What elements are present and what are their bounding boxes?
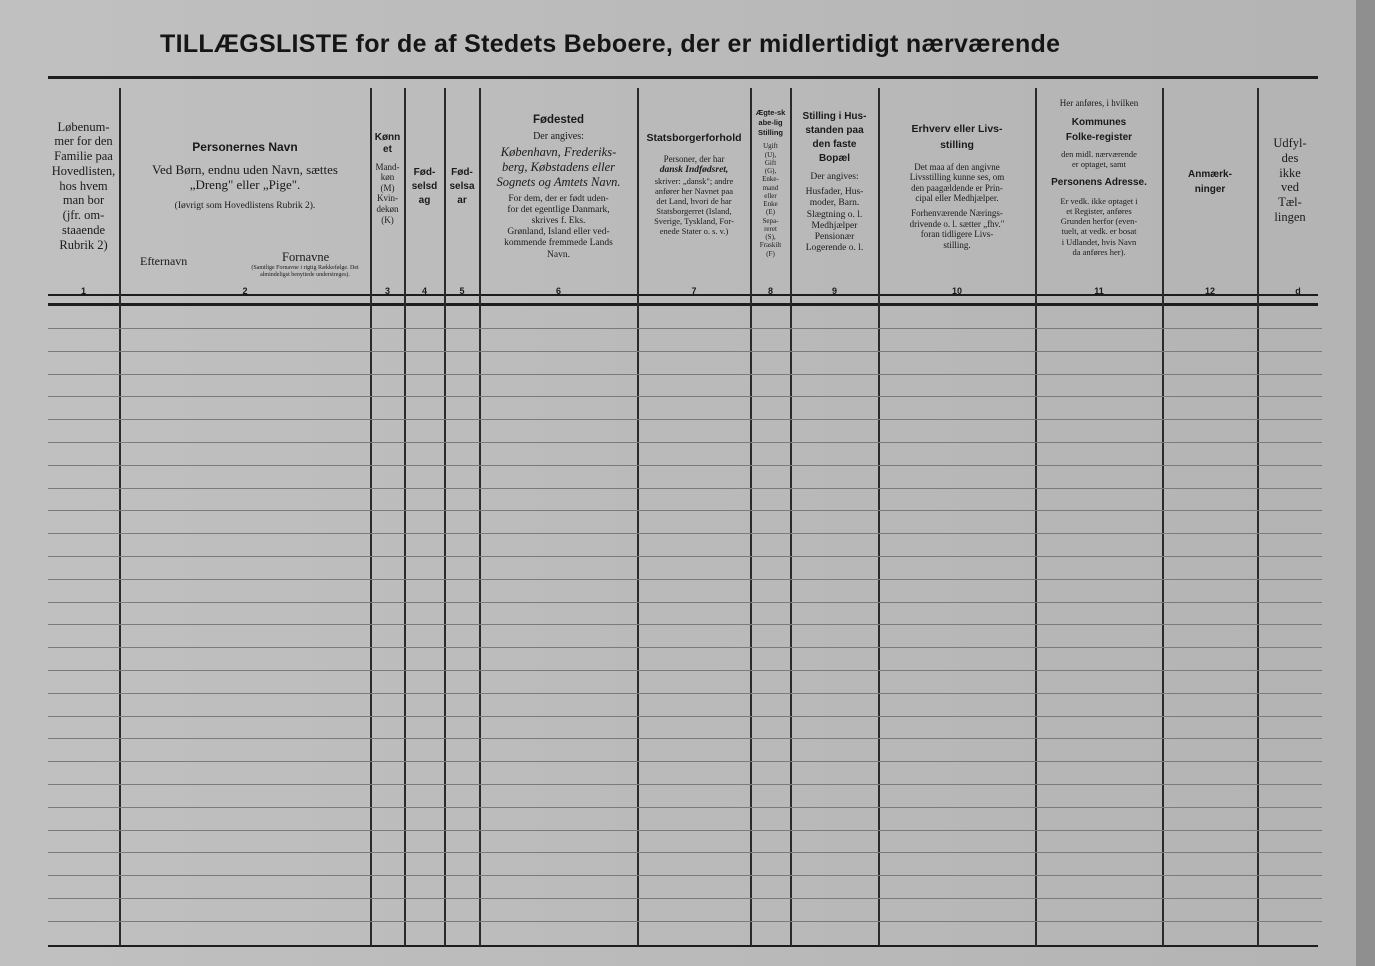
col-1-line: Løbenum-: [57, 119, 110, 134]
col-1-line: staaende: [61, 222, 106, 237]
entry-row-line: [48, 784, 1322, 785]
col-1-line: Rubrik 2): [59, 237, 108, 252]
col-1-line: (jfr. om-: [62, 208, 105, 223]
col-8-heading: Ægte-skabe-lig Stilling: [755, 108, 786, 138]
col-10-heading: Erhverv eller Livs-stilling: [911, 123, 1003, 151]
col-3-line: (K): [381, 214, 394, 225]
entry-row-line: [48, 761, 1322, 762]
col-11-line: den midl. nærværende: [1061, 148, 1137, 159]
col-number: 2: [242, 286, 248, 296]
col-11-intro: Her anføres, i hvilken: [1059, 98, 1139, 108]
col-1-line: mer for den: [54, 134, 113, 149]
scan-edge: [1356, 0, 1375, 966]
col-d-line: ikke: [1279, 165, 1301, 180]
col-11-heading-2: Personens Adresse.: [1051, 176, 1147, 188]
col-number: 10: [951, 286, 962, 296]
col-9-heading: Stilling i Hus-standen paa den faste Bopæl: [802, 111, 867, 164]
col-8-line: mand: [762, 183, 779, 192]
col-6-line: For dem, der er født uden-: [508, 193, 609, 204]
col-d-line: ved: [1280, 180, 1300, 195]
col-9-line: Husfader, Hus-: [805, 187, 864, 198]
col-12-heading: Anmærk-ninger: [1188, 169, 1232, 195]
column-divider: [444, 88, 446, 946]
col-9-line: Slægtning o. l.: [806, 209, 863, 220]
col-1-header: [48, 86, 119, 286]
col-10-line: Det maa af den angivne: [914, 161, 1000, 172]
top-rule: [48, 76, 1318, 79]
col-4-header: [405, 166, 444, 216]
entry-row-line: [48, 693, 1322, 694]
col-4-heading: Fød-selsdag: [411, 167, 438, 206]
entry-row-line: [48, 556, 1322, 557]
col-2-sub-fornavne: Fornavne: [282, 250, 330, 264]
entry-row-line: [48, 921, 1322, 922]
col-9-line: Logerende o. l.: [805, 243, 864, 254]
col-7-header: [638, 132, 750, 262]
col-7-line: Statsborgerret (Island,: [656, 206, 732, 217]
col-1-line: man bor: [62, 193, 105, 208]
col-3-line: Kvin-: [377, 193, 398, 204]
entry-row-line: [48, 647, 1322, 648]
col-7-heading: Statsborgerforhold: [646, 132, 742, 144]
col-8-line: (G),: [764, 167, 777, 176]
entry-row-line: [48, 510, 1322, 511]
col-11-header: [1036, 98, 1162, 278]
col-8-header: [751, 108, 790, 276]
col-8-line: (F): [766, 249, 775, 258]
col-6-line: for det egentlige Danmark,: [507, 204, 610, 215]
col-6-header: [480, 114, 637, 264]
col-2-line: „Dreng" eller „Pige".: [189, 177, 301, 193]
entry-row-line: [48, 852, 1322, 853]
col-6-line: Grønland, Island eller ved-: [507, 227, 610, 238]
col-10-line: den paagældende er Prin-: [911, 182, 1003, 193]
col-number: 8: [767, 286, 773, 296]
col-8-line: Enke: [763, 200, 778, 209]
col-3-header: [371, 132, 404, 252]
entry-row-line: [48, 807, 1322, 808]
col-number: 4: [421, 286, 427, 296]
entry-row-line: [48, 328, 1322, 329]
col-d-line: Udfyl-: [1273, 136, 1307, 150]
entry-row-line: [48, 419, 1322, 420]
col-number: 7: [691, 286, 697, 296]
col-8-line: eller: [764, 191, 777, 200]
col-9-line: Medhjælper: [811, 220, 858, 231]
col-12-header: [1163, 168, 1257, 208]
col-1-line: Hovedlisten,: [51, 163, 116, 178]
col-7-line: det Land, hvori de har: [656, 196, 732, 207]
col-6-line: skrives f. Eks.: [531, 216, 586, 227]
col-9-intro: Der angives:: [810, 172, 859, 182]
col-6-line: berg, Købstadens eller: [501, 160, 616, 175]
col-2-note: (Iøvrigt som Hovedlistens Rubrik 2).: [174, 200, 316, 211]
col-10-line: Forhenværende Nærings-: [911, 207, 1003, 218]
col-9-header: [791, 110, 878, 270]
col-3-line: (M): [380, 182, 395, 193]
col-6-line: Navn.: [547, 249, 570, 260]
col-3-line: Mand-: [375, 161, 400, 172]
header-number-rule: [48, 303, 1318, 306]
col-11-line: da anføres her).: [1072, 246, 1126, 257]
col-9-line: Pensionær: [814, 232, 855, 243]
col-d-line: des: [1281, 150, 1299, 165]
col-number: 11: [1094, 286, 1104, 296]
entry-row-line: [48, 602, 1322, 603]
col-number: d: [1295, 286, 1301, 296]
entry-row-line: [48, 533, 1322, 534]
col-11-line: Er vedk. ikke optaget i: [1060, 196, 1138, 207]
col-6-line: København, Frederiks-: [500, 145, 617, 160]
entry-row-line: [48, 465, 1322, 466]
entry-row-line: [48, 738, 1322, 739]
col-1-line: hos hvem: [59, 178, 108, 193]
col-10-line: drivende o. l. sætter „fhv.": [909, 218, 1005, 229]
col-2-line: Ved Børn, endnu uden Navn, sættes: [152, 162, 338, 178]
entry-row-line: [48, 830, 1322, 831]
col-8-line: (U),: [764, 150, 777, 159]
col-1-line: Familie paa: [54, 149, 113, 164]
col-10-header: [879, 122, 1035, 262]
col-number: 3: [384, 286, 390, 296]
col-8-line: (E): [766, 208, 775, 217]
col-number: 5: [459, 286, 465, 296]
column-divider: [1162, 88, 1164, 946]
col-8-line: Enke-: [762, 175, 779, 184]
col-8-line: Gift: [764, 158, 777, 167]
col-3-heading: Kønnet: [374, 132, 401, 155]
col-5-heading: Fød-selsaar: [449, 167, 475, 206]
entry-row-line: [48, 374, 1322, 375]
col-d-line: lingen: [1274, 209, 1306, 224]
col-6-intro: Der angives:: [533, 130, 584, 142]
col-9-line: moder, Barn.: [809, 198, 860, 209]
col-8-line: Ugift: [763, 142, 778, 151]
col-3-line: dekøn: [376, 204, 399, 215]
col-8-line: (S),: [765, 233, 776, 242]
col-number: 6: [555, 286, 561, 296]
entry-row-line: [48, 875, 1322, 876]
entry-row-line: [48, 351, 1322, 352]
col-11-line: tuelt, at vedk. er bosat: [1061, 226, 1137, 237]
col-11-line: i Udlandet, hvis Navn: [1061, 236, 1137, 247]
col-10-line: cipal eller Medhjælper.: [915, 193, 999, 204]
col-11-line: Grunden herfor (even-: [1060, 216, 1138, 227]
col-number: 9: [831, 286, 837, 296]
col-5-header: [445, 166, 479, 216]
col-6-line: Sognets og Amtets Navn.: [496, 174, 621, 189]
col-10-line: stilling.: [943, 239, 971, 250]
col-8-line: Sepa-: [762, 216, 779, 225]
bottom-rule: [48, 945, 1318, 947]
col-2-heading: Personernes Navn: [192, 140, 298, 154]
entry-row-line: [48, 488, 1322, 489]
col-7-line: skriver: „dansk"; andre: [654, 176, 734, 187]
col-6-line: kommende fremmede Lands: [504, 238, 613, 249]
entry-row-line: [48, 670, 1322, 671]
col-11-line: er optaget, samt: [1071, 158, 1127, 169]
entry-row-line: [48, 716, 1322, 717]
entry-row-line: [48, 579, 1322, 580]
col-d-header: [1258, 136, 1322, 236]
entry-row-line: [48, 396, 1322, 397]
col-2-sub-fornavne-note: (Samtlige Fornavne i rigtig Rækkefølge. Det almindeligst benyttede understreges).: [251, 265, 359, 278]
col-2-sub-efternavn: Efternavn: [140, 254, 188, 268]
form-title: TILLÆGSLISTE for de af Stedets Beboere, der er midlertidigt nærværende: [160, 30, 1061, 58]
col-6-heading: Fødested: [532, 114, 585, 126]
col-number: 1: [80, 286, 86, 296]
col-2-header: [120, 140, 370, 220]
col-3-line: køn: [380, 172, 395, 183]
col-7-line: enede Stater o. s. v.): [659, 226, 729, 237]
col-10-line: Livsstilling kunne ses, om: [909, 172, 1005, 183]
col-7-line: dansk Indfødsret,: [659, 164, 729, 175]
col-11-line: et Register, anføres: [1066, 206, 1132, 217]
col-7-line: Sverige, Tyskland, For-: [654, 216, 734, 227]
col-7-line: anfører her Navnet paa: [654, 186, 734, 197]
col-7-line: Personer, der har: [663, 154, 725, 165]
col-number: 12: [1204, 286, 1215, 296]
entry-row-line: [48, 442, 1322, 443]
col-10-line: foran tidligere Livs-: [920, 229, 994, 240]
entry-row-line: [48, 624, 1322, 625]
col-d-line: Tæl-: [1278, 195, 1302, 209]
entry-row-line: [48, 898, 1322, 899]
column-divider: [404, 88, 406, 946]
col-8-line: reret: [764, 224, 777, 233]
col-8-line: Fraskilt: [759, 241, 782, 250]
col-11-heading: Kommunes Folke-register: [1065, 116, 1133, 143]
